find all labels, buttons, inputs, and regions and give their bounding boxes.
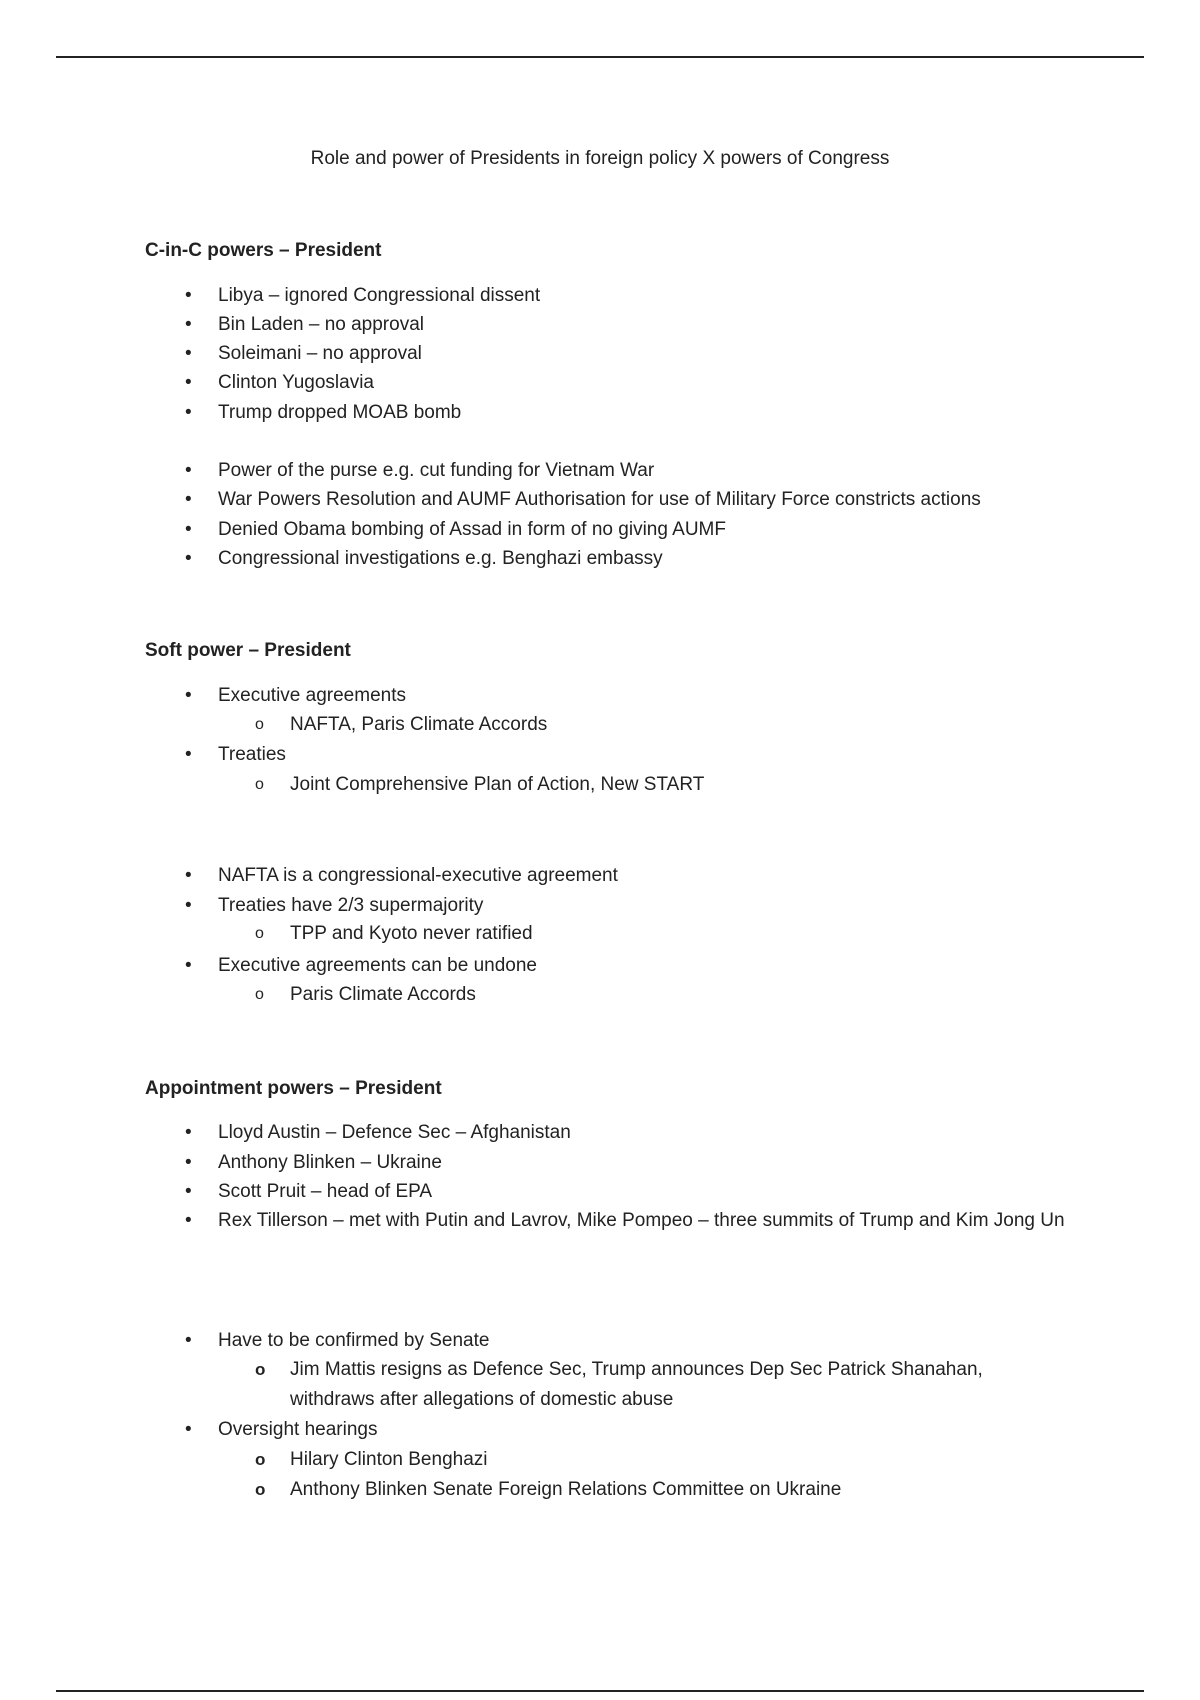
list-item: • Treaties <box>218 740 1068 770</box>
list-item: • Clinton Yugoslavia <box>218 368 1068 398</box>
bullet-icon: • <box>185 343 192 364</box>
header-rule <box>56 56 1144 58</box>
sub-list-item: o TPP and Kyoto never ratified <box>290 919 1070 949</box>
list-item: • Congressional investigations e.g. Benghazi embassy <box>218 544 1068 574</box>
sub-bullet-icon: o <box>255 1450 266 1469</box>
bullet-icon: • <box>185 372 192 393</box>
sub-bullet-icon: o <box>255 986 264 1003</box>
list-item: • Power of the purse e.g. cut funding for Vietnam War <box>218 456 1068 486</box>
bullet-icon: • <box>185 402 192 423</box>
list-item: • Oversight hearings <box>218 1415 1068 1445</box>
bullet-icon: • <box>185 955 192 976</box>
bullet-icon: • <box>185 548 192 569</box>
sub-list-item: o Paris Climate Accords <box>290 980 1070 1010</box>
sub-bullet-icon: o <box>255 1360 266 1379</box>
sub-list-item: o NAFTA, Paris Climate Accords <box>290 710 1070 740</box>
bullet-icon: • <box>185 519 192 540</box>
bullet-icon: • <box>185 685 192 706</box>
list-item: • Have to be confirmed by Senate <box>218 1326 1068 1356</box>
list-item: • War Powers Resolution and AUMF Authorisation for use of Military Force constricts actions <box>218 485 1068 515</box>
bullet-icon: • <box>185 865 192 886</box>
document-title: Role and power of Presidents in foreign policy X powers of Congress <box>310 148 890 169</box>
sub-bullet-icon: o <box>255 776 264 793</box>
bullet-icon: • <box>185 489 192 510</box>
sub-list-item: o Hilary Clinton Benghazi <box>290 1445 1070 1475</box>
footer-rule <box>56 1690 1144 1692</box>
list-item: • Soleimani – no approval <box>218 339 1068 369</box>
bullet-icon: • <box>185 1330 192 1351</box>
bullet-icon: • <box>185 744 192 765</box>
bullet-icon: • <box>185 1419 192 1440</box>
list-item: • Denied Obama bombing of Assad in form of no giving AUMF <box>218 515 1068 545</box>
bullet-icon: • <box>185 895 192 916</box>
list-item: • Scott Pruit – head of EPA <box>218 1177 1068 1207</box>
list-item: • Bin Laden – no approval <box>218 310 1068 340</box>
sub-list-item: o Jim Mattis resigns as Defence Sec, Trump announces Dep Sec Patrick Shanahan, withdraws after allegations of domestic abuse <box>290 1355 1070 1414</box>
sub-bullet-icon: o <box>255 1480 266 1499</box>
list-item: • NAFTA is a congressional-executive agreement <box>218 861 1068 891</box>
appointment-heading: Appointment powers – President <box>145 1078 442 1099</box>
bullet-icon: • <box>185 1152 192 1173</box>
list-item: • Trump dropped MOAB bomb <box>218 398 1068 428</box>
bullet-icon: • <box>185 314 192 335</box>
sub-bullet-icon: o <box>255 716 264 733</box>
list-item: • Executive agreements <box>218 681 1068 711</box>
cinc-heading: C-in-C powers – President <box>145 240 382 261</box>
bullet-icon: • <box>185 460 192 481</box>
list-item: • Rex Tillerson – met with Putin and Lavrov, Mike Pompeo – three summits of Trump and Kim Jong Un <box>218 1206 1068 1236</box>
list-item: • Lloyd Austin – Defence Sec – Afghanistan <box>218 1118 1068 1148</box>
list-item: • Treaties have 2/3 supermajority <box>218 891 1068 921</box>
soft-power-heading: Soft power – President <box>145 640 351 661</box>
list-item: • Executive agreements can be undone <box>218 951 1068 981</box>
sub-list-item: o Anthony Blinken Senate Foreign Relations Committee on Ukraine <box>290 1475 1070 1505</box>
sub-list-item: o Joint Comprehensive Plan of Action, New START <box>290 770 1070 800</box>
bullet-icon: • <box>185 1181 192 1202</box>
list-item: • Anthony Blinken – Ukraine <box>218 1148 1068 1178</box>
bullet-icon: • <box>185 1210 192 1231</box>
sub-bullet-icon: o <box>255 925 264 942</box>
bullet-icon: • <box>185 285 192 306</box>
list-item: • Libya – ignored Congressional dissent <box>218 281 1068 311</box>
bullet-icon: • <box>185 1122 192 1143</box>
